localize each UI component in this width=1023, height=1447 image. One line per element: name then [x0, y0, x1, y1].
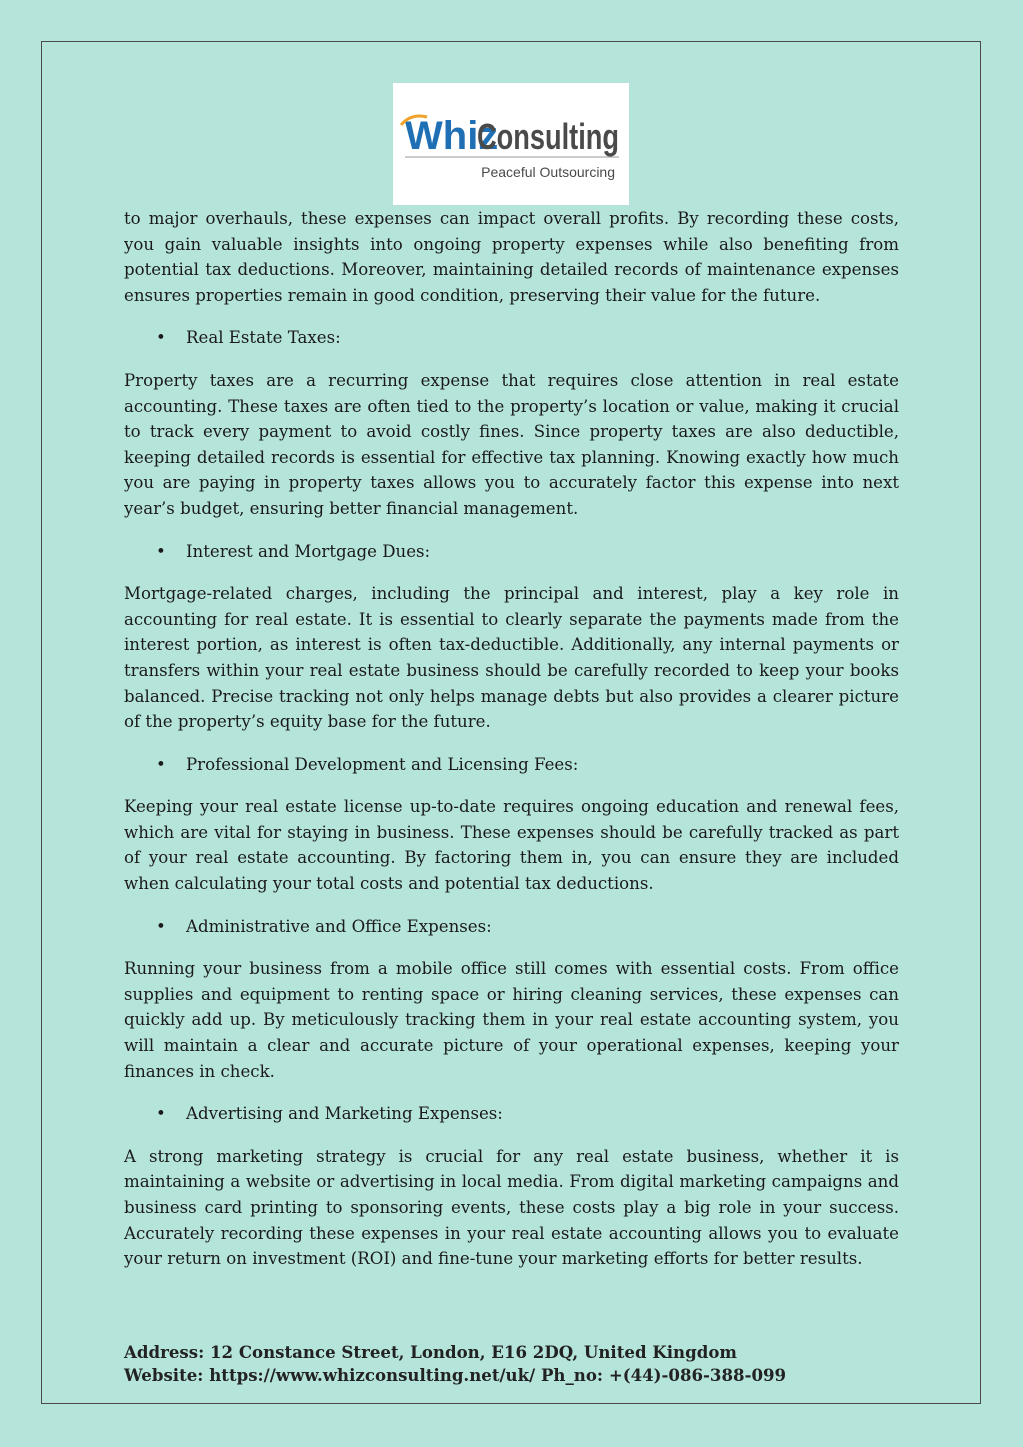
section-body-licensing-fees: Keeping your real estate license up-to-date requires ongoing education and renewal fees, which are vital for staying in business. These expenses should be carefully tracked as part of your real estate accounting. By factoring them in, you can ensure they are included when calculating your total costs and potential tax deductions.: [124, 797, 899, 894]
section-heading-licensing-fees: • Professional Development and Licensing Fees:: [124, 752, 899, 778]
section-body-interest-mortgage: Mortgage-related charges, including the principal and interest, play a key role in accounting for real estate. It is essential to clearly separate the payments made from the interest portion, as interest is often tax-deductible. Additionally, any internal payments or transfers within your real estate business should be carefully recorded to keep your books balanced. Precise tracking not only helps manage debts but also provides a clearer picture of the property’s equity base for the future.: [124, 584, 899, 732]
article-body: [124, 206, 899, 1272]
section-body-marketing-expenses: A strong marketing strategy is crucial for any real estate business, whether it is maintaining a website or advertising in local media. From digital marketing campaigns and business card printing to sponsoring events, these costs play a big role in your success. Accurately recording these expenses in your real estate accounting allows you to evaluate your return on investment (ROI) and fine-tune your marketing efforts for better results.: [124, 1146, 899, 1269]
company-logo: [393, 83, 629, 205]
footer-contact: Website: https://www.whizconsulting.net/uk/ Ph_no: +(44)-086-388-099: [124, 1365, 787, 1385]
section-body-office-expenses: Running your business from a mobile office still comes with essential costs. From office supplies and equipment to renting space or hiring cleaning services, these expenses can quickly add up. By meticulously tracking them in your real estate accounting system, you will maintain a clear and accurate picture of your operational expenses, keeping your finances in check.: [124, 959, 899, 1081]
section-heading-interest-mortgage: • Interest and Mortgage Dues:: [124, 539, 899, 565]
logo-tagline: Peaceful Outsourcing: [481, 164, 615, 180]
section-body-real-estate-taxes: Property taxes are a recurring expense that requires close attention in real estate accounting. These taxes are often tied to the property’s location or value, making it crucial to track every payment to avoid costly fines. Since property taxes are also deductible, keeping detailed records is essential for effective tax planning. Knowing exactly how much you are paying in property taxes allows you to accurately factor this expense into next year’s budget, ensuring better financial management.: [124, 370, 899, 518]
section-heading-marketing-expenses: • Advertising and Marketing Expenses:: [124, 1101, 899, 1127]
logo-brand-first: Whiz: [405, 114, 499, 158]
section-heading-office-expenses: • Administrative and Office Expenses:: [124, 914, 899, 940]
section-heading-real-estate-taxes: • Real Estate Taxes:: [124, 325, 899, 351]
section-intro-body: to major overhauls, these expenses can impact overall profits. By recording these costs, you gain valuable insights into ongoing property expenses while also benefiting from potential tax deductions. Moreover, maintaining detailed records of maintenance expenses ensures properties remain in good condition, preserving their value for the future.: [124, 209, 899, 305]
contact-footer: [124, 1341, 904, 1387]
logo-brand-second: Consulting: [477, 116, 619, 157]
logo-graphic: [393, 83, 629, 205]
footer-address: Address: 12 Constance Street, London, E16 2DQ, United Kingdom: [124, 1342, 737, 1362]
